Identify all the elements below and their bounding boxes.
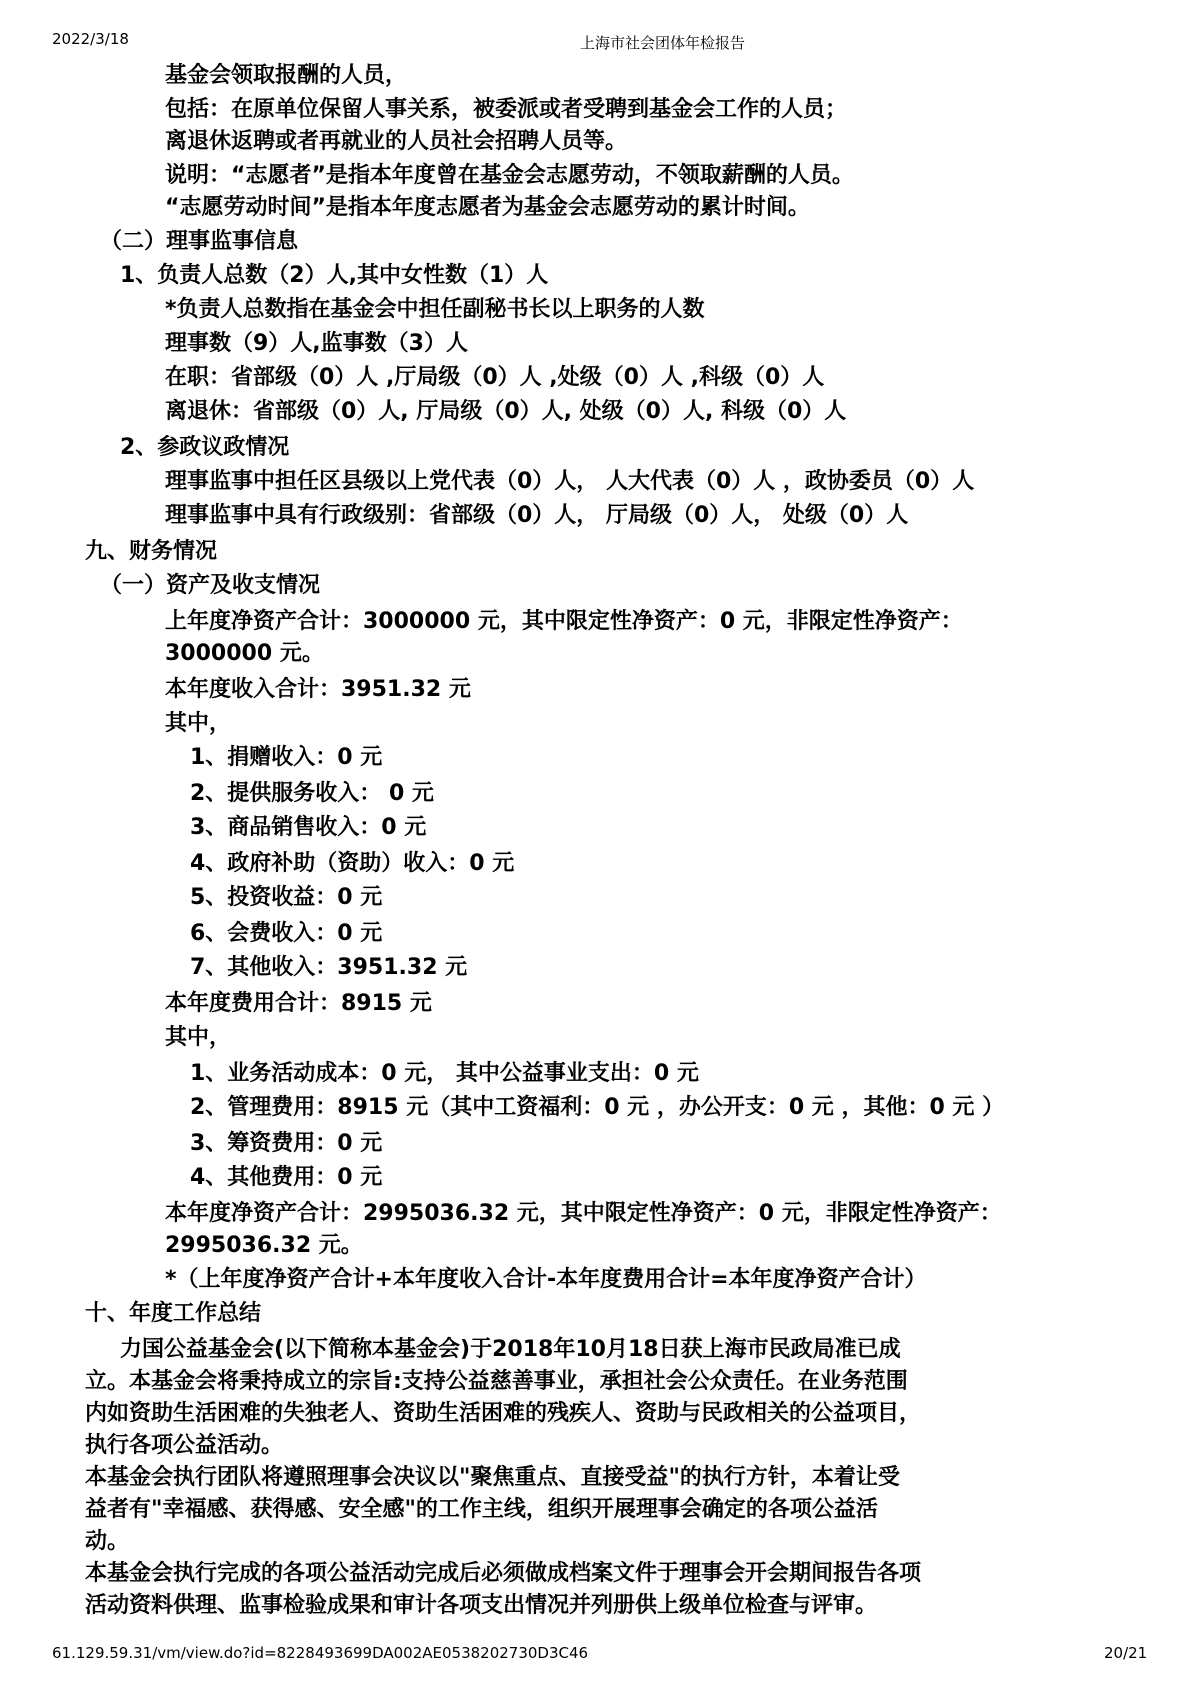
- list-item: 2、提供服务收入： 0 元: [190, 781, 434, 806]
- text-line: 其中，: [165, 1025, 232, 1050]
- list-item: 3、商品销售收入：0 元: [190, 815, 427, 840]
- paragraph-line: 本基金会执行完成的各项公益活动完成后必须做成档案文件于理事会开会期间报告各项: [85, 1561, 922, 1586]
- list-item: 4、其他费用：0 元: [190, 1165, 383, 1190]
- header-title: 上海市社会团体年检报告: [580, 34, 746, 52]
- list-item: 1、捐赠收入：0 元: [190, 745, 383, 770]
- text-line: 理事数（9）人,监事数（3）人: [165, 331, 468, 356]
- text-line: 包括：在原单位保留人事关系，被委派或者受聘到基金会工作的人员；: [165, 97, 848, 122]
- list-item: 1、业务活动成本：0 元， 其中公益事业支出：0 元: [190, 1061, 699, 1086]
- paragraph-line: 力国公益基金会(以下简称本基金会)于2018年10月18日获上海市民政局准已成: [120, 1337, 901, 1362]
- paragraph-line: 立。本基金会将秉持成立的宗旨:支持公益慈善事业，承担社会公众责任。在业务范围: [85, 1369, 908, 1394]
- text-line: 基金会领取报酬的人员，: [165, 63, 408, 88]
- text-line: 离退休：省部级（0）人, 厅局级（0）人, 处级（0）人, 科级（0）人: [165, 399, 847, 424]
- text-line: 2995036.32 元。: [165, 1233, 363, 1258]
- text-line: 本年度费用合计：8915 元: [165, 991, 432, 1016]
- text-line: 上年度净资产合计：3000000 元，其中限定性净资产：0 元，非限定性净资产：: [165, 609, 963, 634]
- paragraph-line: 动。: [85, 1529, 130, 1554]
- text-line: 2、参政议政情况: [120, 435, 290, 460]
- section-heading: 九、财务情况: [85, 539, 218, 564]
- list-item: 5、投资收益：0 元: [190, 885, 383, 910]
- text-line: “志愿劳动时间”是指本年度志愿者为基金会志愿劳动的累计时间。: [165, 195, 810, 220]
- list-item: 7、其他收入：3951.32 元: [190, 955, 468, 980]
- text-line: 本年度净资产合计：2995036.32 元，其中限定性净资产：0 元，非限定性净资产：: [165, 1201, 1002, 1226]
- list-item: 6、会费收入：0 元: [190, 921, 383, 946]
- footer-url: 61.129.59.31/vm/view.do?id=8228493699DA002AE0538202730D3C46: [52, 1644, 589, 1662]
- text-line: 理事监事中担任区县级以上党代表（0）人， 人大代表（0）人 ，政协委员（0）人: [165, 469, 975, 494]
- section-heading: （二）理事监事信息: [100, 229, 299, 254]
- text-line: 1、负责人总数（2）人,其中女性数（1）人: [120, 263, 549, 288]
- text-line: 说明：“志愿者”是指本年度曾在基金会志愿劳动，不领取薪酬的人员。: [165, 163, 854, 188]
- list-item: 3、筹资费用：0 元: [190, 1131, 383, 1156]
- text-line: 其中，: [165, 711, 232, 736]
- section-heading: （一）资产及收支情况: [100, 573, 321, 598]
- text-line: 离退休返聘或者再就业的人员社会招聘人员等。: [165, 129, 628, 154]
- paragraph-line: 内如资助生活困难的失独老人、资助生活困难的残疾人、资助与民政相关的公益项目，: [85, 1401, 922, 1426]
- list-item: 2、管理费用：8915 元（其中工资福利：0 元 ，办公开支：0 元 ，其他：0 元 ）: [190, 1095, 1005, 1120]
- paragraph-line: 益者有"幸福感、获得感、安全感"的工作主线，组织开展理事会确定的各项公益活: [85, 1497, 878, 1522]
- paragraph-line: 本基金会执行团队将遵照理事会决议以"聚焦重点、直接受益"的执行方针，本着让受: [85, 1465, 900, 1490]
- section-heading: 十、年度工作总结: [85, 1301, 262, 1326]
- list-item: 4、政府补助（资助）收入：0 元: [190, 851, 515, 876]
- text-line: 理事监事中具有行政级别：省部级（0）人， 厅局级（0）人， 处级（0）人: [165, 503, 909, 528]
- text-line: 3000000 元。: [165, 641, 324, 666]
- text-line: 本年度收入合计：3951.32 元: [165, 677, 471, 702]
- text-line: *（上年度净资产合计+本年度收入合计-本年度费用合计=本年度净资产合计）: [165, 1267, 927, 1292]
- text-line: *负责人总数指在基金会中担任副秘书长以上职务的人数: [165, 297, 705, 322]
- paragraph-line: 执行各项公益活动。: [85, 1433, 284, 1458]
- header-date: 2022/3/18: [52, 30, 129, 48]
- footer-page-number: 20/21: [1104, 1644, 1148, 1662]
- paragraph-line: 活动资料供理、监事检验成果和审计各项支出情况并列册供上级单位检查与评审。: [85, 1593, 878, 1618]
- text-line: 在职：省部级（0）人 ,厅局级（0）人 ,处级（0）人 ,科级（0）人: [165, 365, 825, 390]
